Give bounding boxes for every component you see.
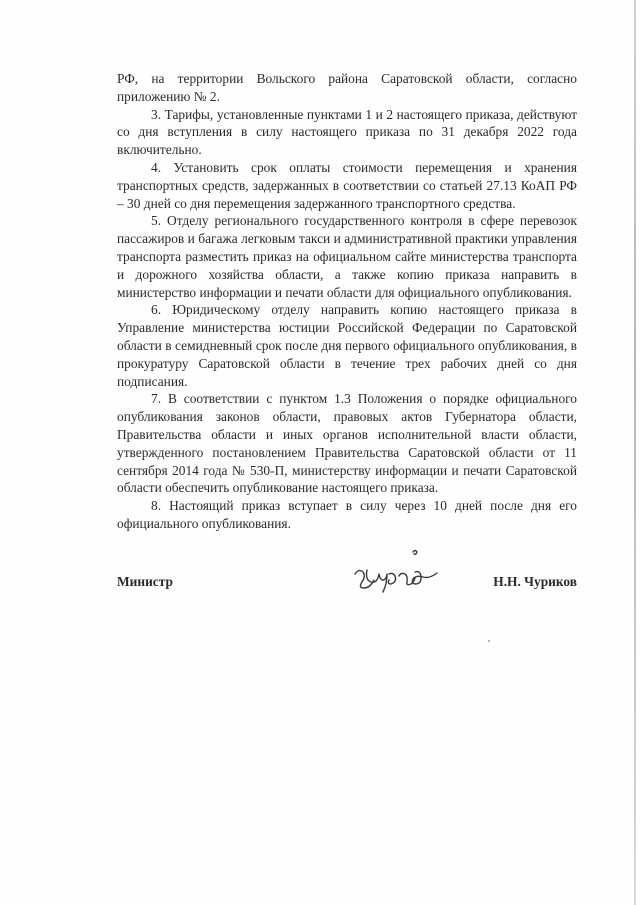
paragraph-4: 4. Установить срок оплаты стоимости перемещения и хранения транспортных средств, задержанных в соответствии со статьей 27.13 КоАП РФ – 30 дней со дня перемещения задержанного транспортного средства. [117, 159, 577, 211]
paragraph-3: 3. Тарифы, установленные пунктами 1 и 2 настоящего приказа, действуют со дня вступления в силу настоящего приказа по 31 декабря 2022 года включительно. [117, 106, 577, 158]
paragraph-5: 5. Отделу регионального государственного контроля в сфере перевозок пассажиров и багажа легковым такси и административной практики управления транспорта разместить приказ на официальном сайте министерства транспорта и дорожного хозяйства области, а также копию приказа направить в министерство информации и печати области для официального опубликования. [117, 213, 577, 300]
paragraph-8: 8. Настоящий приказ вступает в силу через 10 дней после дня его официального опубликования. [117, 498, 577, 531]
document-body [117, 70, 577, 533]
handwritten-signature [349, 546, 465, 602]
scan-artifact-dot [488, 640, 490, 642]
paragraph-continuation: РФ, на территории Вольского района Саратовской области, согласно приложению № 2. [117, 71, 577, 104]
signer-position: Министр [117, 574, 173, 589]
paragraph-6: 6. Юридическому отделу направить копию настоящего приказа в Управление министерства юстиции Российской Федерации по Саратовской области в семидневный срок после дня первого официального опубликования, в прокуратуру Саратовской области в течение трех рабочих дней со дня подписания. [117, 302, 577, 389]
signer-name: Н.Н. Чуриков [493, 574, 577, 589]
signature-block [117, 568, 577, 608]
scan-edge-line [634, 0, 636, 905]
paragraph-7: 7. В соответствии с пунктом 1.3 Положения о порядке официального опубликования законов области, правовых актов Губернатора области, Правительства области и иных органов исполнительной власти области, утвержденного постановлением Правительства Саратовской области от 11 сентября 2014 года № 530-П, министерству информации и печати Саратовской области обеспечить опубликование настоящего приказа. [117, 391, 577, 496]
